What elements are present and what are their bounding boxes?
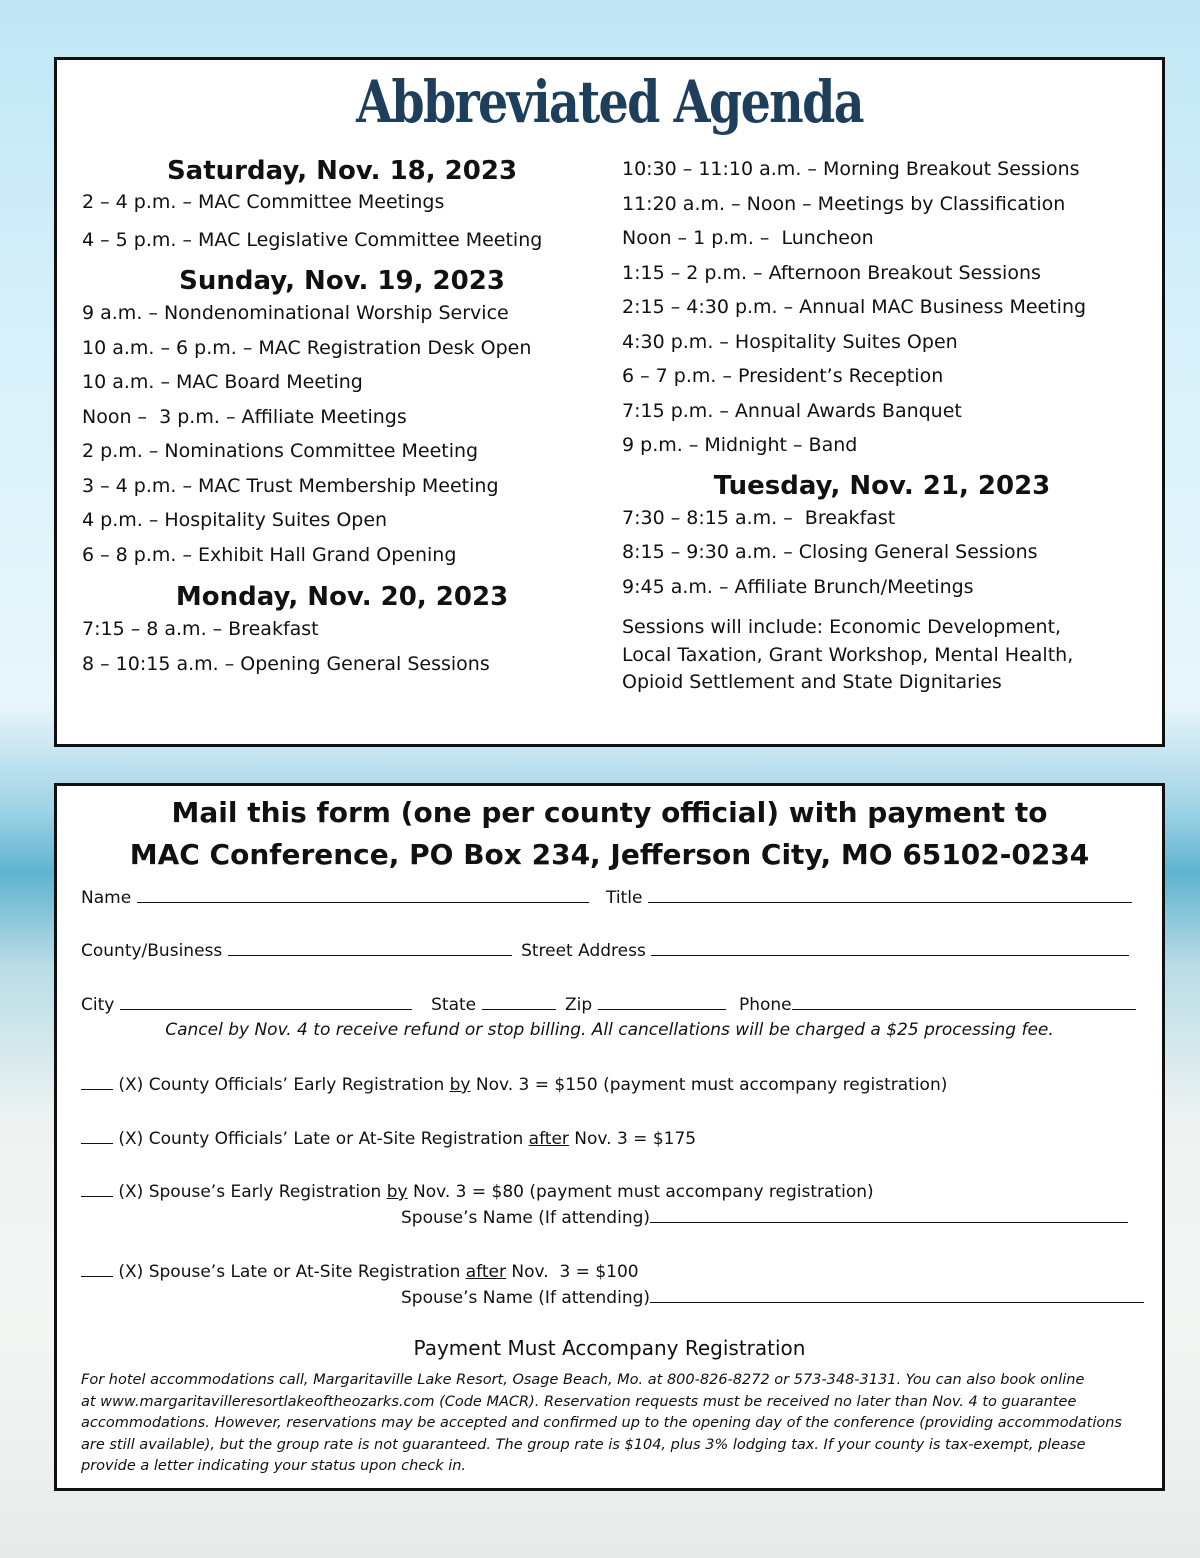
agenda-item: 8:15 – 9:30 a.m. – Closing General Sessions [622,541,1038,563]
agenda-item: 3 – 4 p.m. – MAC Trust Membership Meeting [82,474,499,497]
zip-field[interactable] [598,993,726,1010]
phone-label: Phone [738,995,792,1015]
option-spouse-late: (X) Spouse’s Late or At-Site Registration after Nov. 3 = $100 [81,1260,639,1282]
agenda-item: 9:45 a.m. – Affiliate Brunch/Meetings [622,575,974,598]
spouse-name-field-2[interactable] [650,1286,1144,1303]
day-heading-sunday: Sunday, Nov. 19, 2023 [179,266,505,296]
agenda-item: 8 – 10:15 a.m. – Opening General Sessions [82,652,490,675]
agenda-item: 4 – 5 p.m. – MAC Legislative Committee Meeting [82,229,543,251]
spouse-name-field-1[interactable] [650,1206,1128,1223]
county-address-row [81,939,1129,961]
agenda-right-column [622,152,1142,697]
checkbox-county-late[interactable] [81,1127,113,1144]
agenda-item: 2 p.m. – Nominations Committee Meeting [82,440,479,462]
day-heading-monday: Monday, Nov. 20, 2023 [175,582,509,612]
agenda-item: 6 – 7 p.m. – President’s Reception [622,365,944,387]
agenda-title: Abbreviated Agenda [356,68,863,136]
checkbox-spouse-early[interactable] [81,1180,113,1197]
agenda-item: 4:30 p.m. – Hospitality Suites Open [622,330,958,353]
state-label: State [431,995,477,1015]
agenda-item: 9 a.m. – Nondenominational Worship Service [82,302,509,324]
agenda-left-column [82,156,602,681]
agenda-item: Noon – 1 p.m. – Luncheon [622,227,874,249]
agenda-item: Noon – 3 p.m. – Affiliate Meetings [82,405,407,428]
day-heading-saturday: Saturday, Nov. 18, 2023 [166,156,518,186]
agenda-item: 10 a.m. – MAC Board Meeting [82,371,363,393]
county-label: County/Business [81,941,223,961]
agenda-item: 9 p.m. – Midnight – Band [622,434,858,456]
title-field[interactable] [648,886,1132,903]
city-label: City [81,995,115,1015]
sessions-note: Sessions will include: Economic Development, Local Taxation, Grant Workshop, Mental Health, Opioid Settlement and State Dignitaries [622,616,1074,693]
option-county-late: (X) County Officials’ Late or At-Site Registration after Nov. 3 = $175 [81,1127,696,1149]
agenda-item: 6 – 8 p.m. – Exhibit Hall Grand Opening [82,543,457,566]
agenda-item: 7:30 – 8:15 a.m. – Breakfast [622,506,896,529]
payment-note: Payment Must Accompany Registration [413,1336,806,1360]
agenda-item: 10:30 – 11:10 a.m. – Morning Breakout Sessions [622,158,1080,180]
agenda-item: 1:15 – 2 p.m. – Afternoon Breakout Sessions [622,261,1041,284]
name-title-row [81,886,1132,908]
name-field[interactable] [137,886,589,903]
county-field[interactable] [228,939,512,956]
agenda-item: 7:15 – 8 a.m. – Breakfast [82,618,319,640]
street-field[interactable] [651,939,1129,956]
checkbox-county-early[interactable] [81,1073,113,1090]
checkbox-spouse-late[interactable] [81,1260,113,1277]
agenda-item: 2 – 4 p.m. – MAC Committee Meetings [82,191,445,213]
form-heading: Mail this form (one per county official) with payment to MAC Conference, PO Box 234, Jefferson City, MO 65102-0234 [129,796,1090,871]
city-field[interactable] [120,993,412,1010]
registration-form-panel [54,783,1165,1491]
hotel-info: For hotel accommodations call, Margaritaville Lake Resort, Osage Beach, Mo. at 800-826-8272 or 573-348-3131. You can also book online at www.margaritavilleresortlakeoftheozarks.com (Code MACR). Reservation requests must be received no later than Nov. 4 to guarantee accommodations. However, reservations may be accepted and confirmed up to the opening day of the conference (providing accommodations are still available), but the group rate is not guaranteed. The group rate is $104, plus 3% lodging tax. If your county is tax-exempt, please provide a letter indicating your status upon check in. [81,1372,1122,1474]
spouse-name-row-2: Spouse’s Name (If attending) [401,1286,1144,1308]
phone-field[interactable] [792,993,1136,1010]
agenda-item: 11:20 a.m. – Noon – Meetings by Classification [622,192,1066,215]
zip-label: Zip [564,995,593,1015]
agenda-item: 2:15 – 4:30 p.m. – Annual MAC Business Meeting [622,296,1087,318]
agenda-item: 10 a.m. – 6 p.m. – MAC Registration Desk Open [82,336,532,359]
title-label: Title [605,888,643,908]
agenda-item: 4 p.m. – Hospitality Suites Open [82,509,388,531]
city-state-zip-row [81,993,1136,1015]
state-field[interactable] [482,993,556,1010]
option-spouse-early: (X) Spouse’s Early Registration by Nov. 3 = $80 (payment must accompany registration) [81,1180,874,1202]
street-label: Street Address [521,941,646,961]
cancel-note: Cancel by Nov. 4 to receive refund or stop billing. All cancellations will be charged a $25 processing fee. [165,1020,1054,1040]
day-heading-tuesday: Tuesday, Nov. 21, 2023 [713,470,1051,501]
agenda-panel [54,57,1165,747]
option-county-early: (X) County Officials’ Early Registration by Nov. 3 = $150 (payment must accompany registration) [81,1073,947,1095]
name-label: Name [81,888,132,908]
agenda-item: 7:15 p.m. – Annual Awards Banquet [622,399,962,422]
spouse-name-row-1: Spouse’s Name (If attending) [401,1206,1128,1228]
